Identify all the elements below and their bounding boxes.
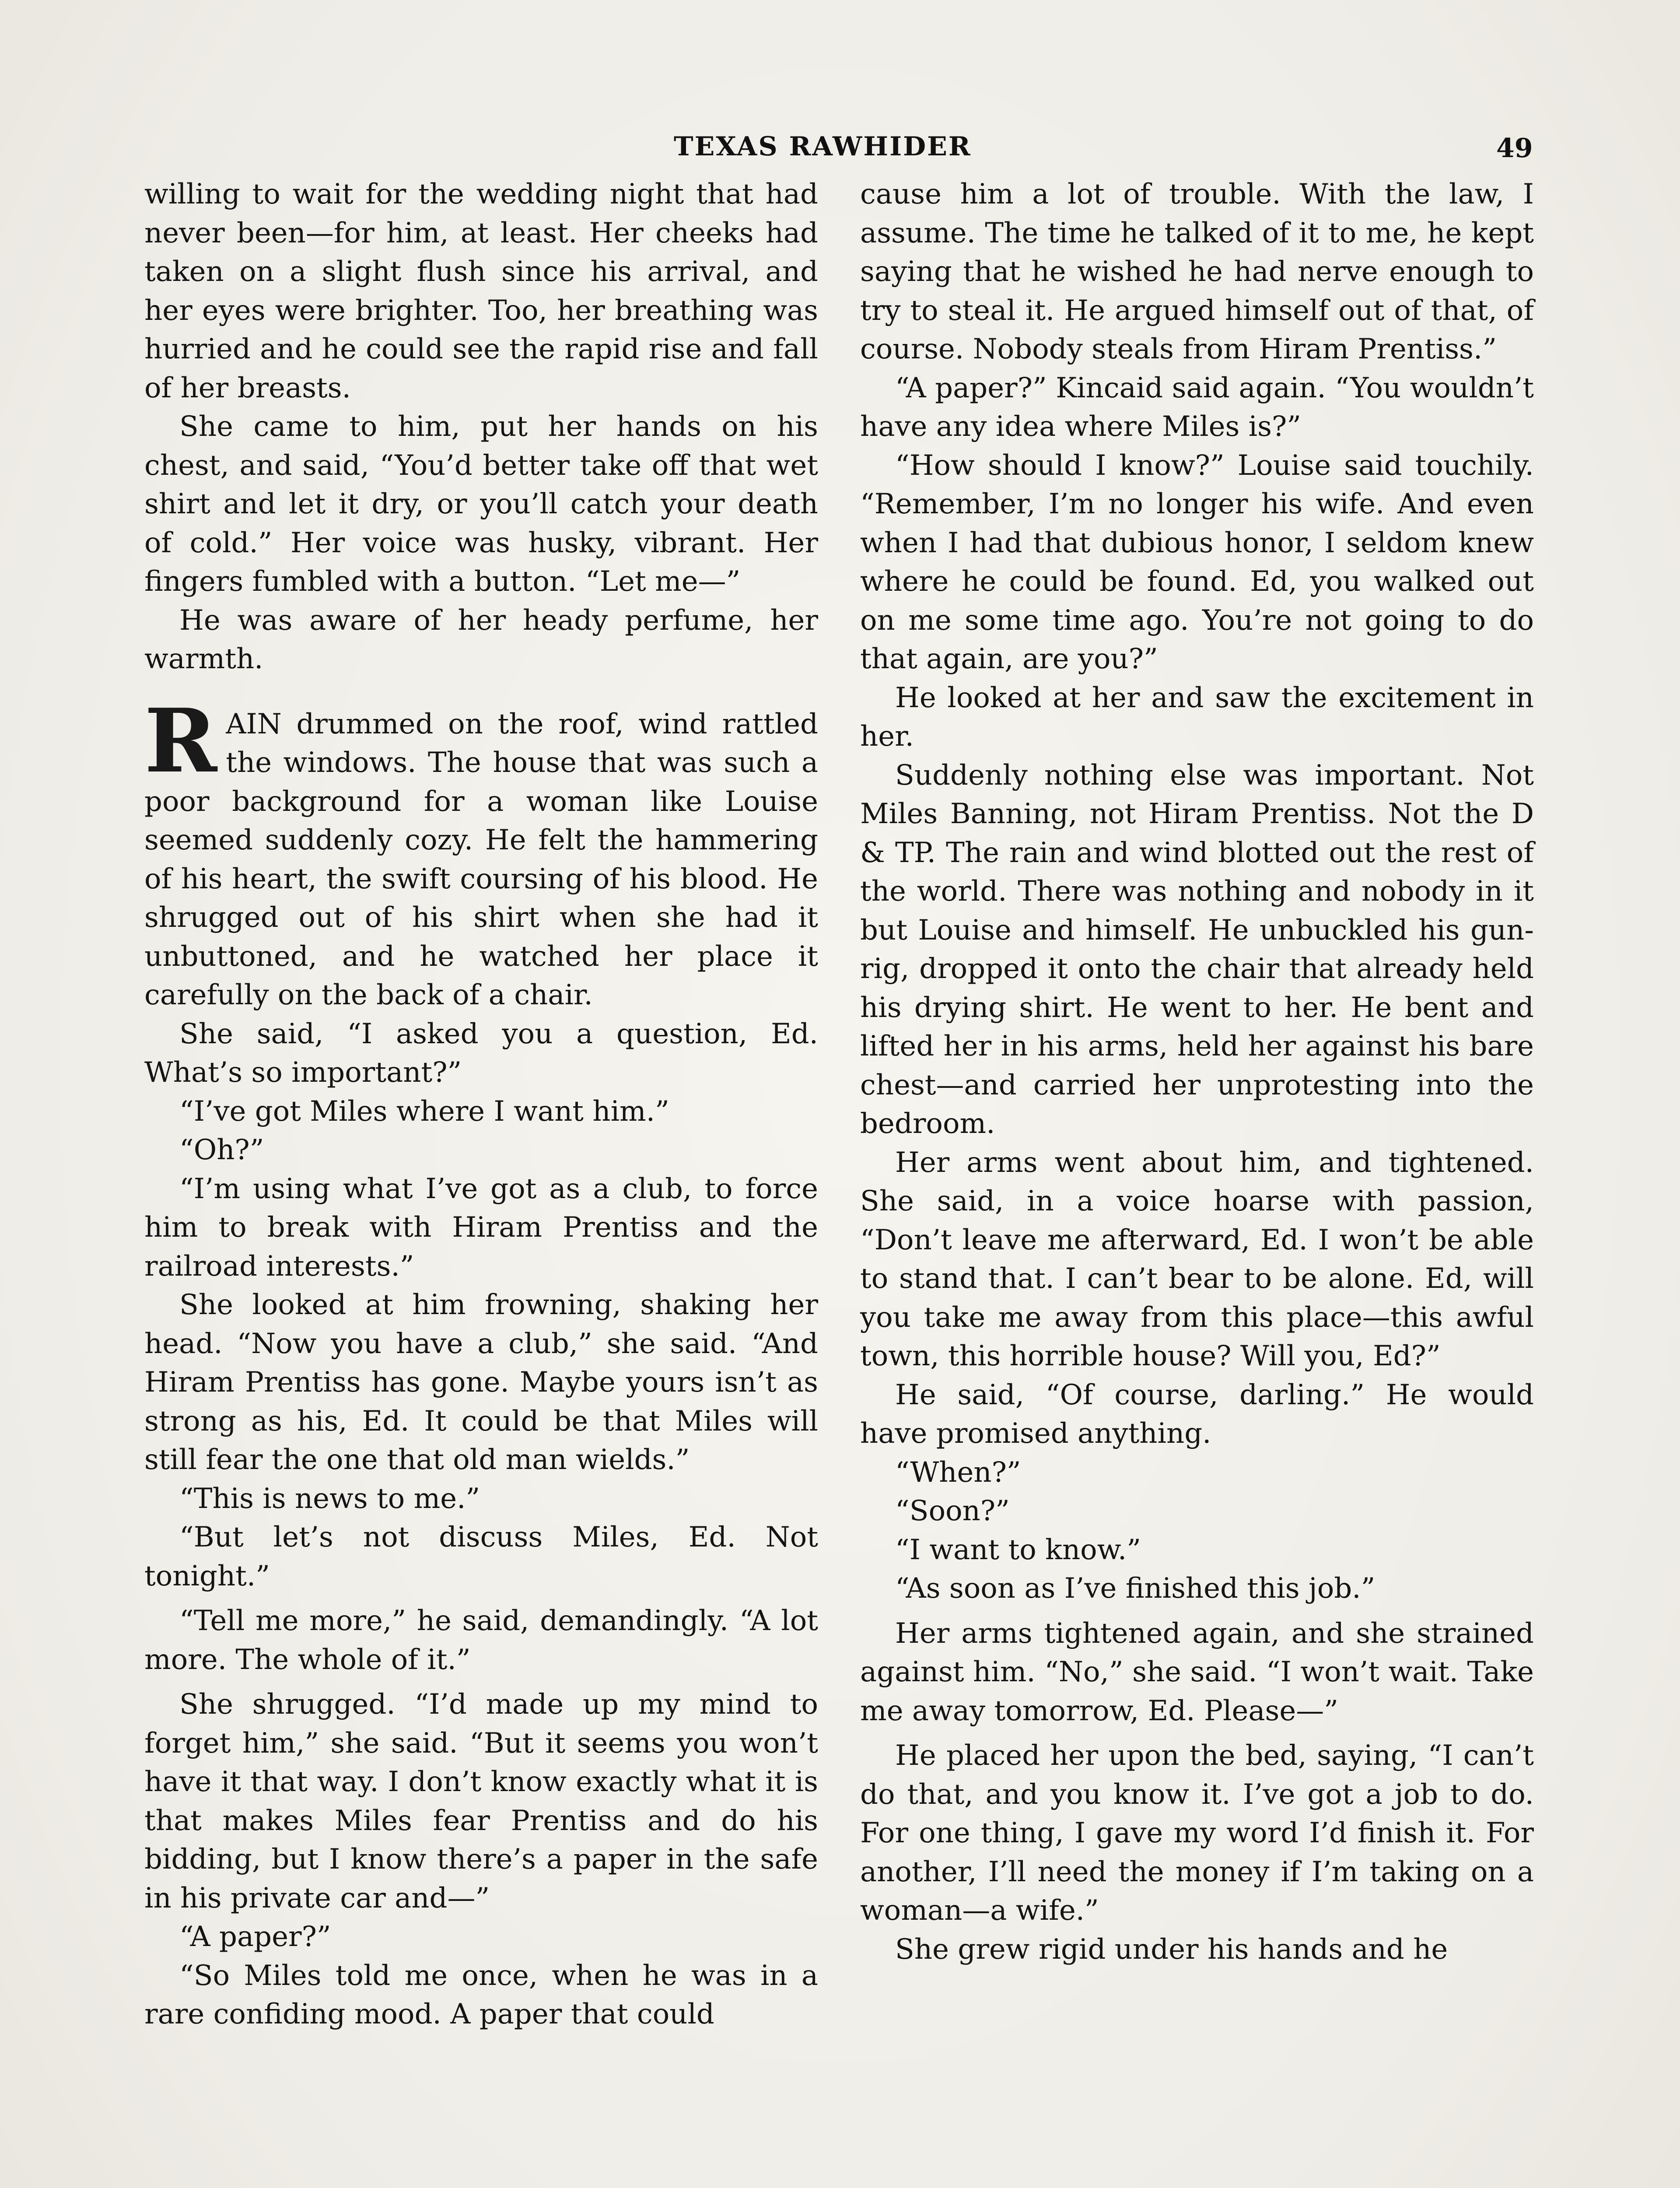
paragraph: He said, “Of course, darling.” He would have promised anything. [860,1378,1534,1450]
paragraph: “This is news to me.” [179,1482,480,1515]
paragraph: Her arms went about him, and tightened. She said, in a voice hoarse with passion, “Don’t leave me afterward, Ed. I won’t be able to stand that. I can’t bear to be alone. Ed, will you take me away from this place—this awful town, this horrible house? Will you, Ed?” [860,1146,1534,1372]
running-head-title: TEXAS RAWHIDER [674,131,972,162]
paragraph: “A paper?” [179,1921,331,1953]
paragraph: “But let’s not discuss Miles, Ed. Not tonight.” [144,1521,818,1592]
paragraph: “Soon?” [895,1495,1010,1527]
paragraph: She looked at him frowning, shaking her head. “Now you have a club,” she said. “And Hiram Prentiss has gone. Maybe yours isn’t as strong as his, Ed. It could be that Miles will still fear the one that old man wields.” [144,1289,818,1476]
text-column-right [860,175,1534,1969]
paragraph: “I’ve got Miles where I want him.” [179,1095,669,1128]
paragraph: He was aware of her heady perfume, her warmth. [144,604,818,675]
paragraph: “How should I know?” Louise said touchily. “Remember, I’m no longer his wife. And even when I had that dubious honor, I seldom knew where he could be found. Ed, you walked out on me some time ago. You’re not going to do that again, are you?” [860,449,1534,675]
paragraph: “I’m using what I’ve got as a club, to force him to break with Hiram Prentiss and the railroad interests.” [144,1172,818,1283]
paragraph: “Tell me more,” he said, demandingly. “A lot more. The whole of it.” [144,1605,818,1676]
paragraph: cause him a lot of trouble. With the law, I assume. The time he talked of it to me, he kept saying that he wished he had nerve enough to try to steal it. He argued himself out of that, of course. Nobody steals from Hiram Prentiss.” [860,178,1534,365]
paragraph: She came to him, put her hands on his chest, and said, “You’d better take off that wet shirt and let it dry, or you’ll catch your death of cold.” Her voice was husky, vibrant. Her fingers fumbled with a button. “Let me—” [144,410,818,598]
paragraph: “So Miles told me once, when he was in a rare confiding mood. A paper that could [144,1959,818,2030]
paragraph: “As soon as I’ve finished this job.” [895,1572,1376,1605]
paragraph: She grew rigid under his hands and he [895,1933,1448,1966]
paragraph: willing to wait for the wedding night that had never been—for him, at least. Her cheeks had taken on a slight flush since his arrival, and her eyes were brighter. Too, her breathing was hurried and he could see the rapid rise and fall of her breasts. [144,178,818,404]
paragraph: Suddenly nothing else was important. Not Miles Banning, not Hiram Prentiss. Not the D & TP. The rain and wind blotted out the rest of the world. There was nothing and nobody in it but Louise and himself. He unbuckled his gun-rig, dropped it onto the chair that already held his drying shirt. He went to her. He bent and lifted her in his arms, held her against his bare chest—and carried her unprotesting into the bedroom. [860,759,1534,1140]
page-number: 49 [1496,133,1533,164]
paragraph: “I want to know.” [895,1533,1141,1566]
paragraph: He placed her upon the bed, saying, “I can’t do that, and you know it. I’ve got a job to do. For one thing, I gave my word I’d finish it. For another, I’ll need the money if I’m taking on a woman—a wife.” [860,1739,1534,1927]
paragraph: She said, “I asked you a question, Ed. What’s so important?” [144,1017,818,1089]
paragraph: He looked at her and saw the excitement in her. [860,681,1534,753]
paragraph: “When?” [895,1456,1021,1489]
paragraph: “A paper?” Kincaid said again. “You wouldn’t have any idea where Miles is?” [860,372,1534,443]
drop-cap: R [144,689,217,792]
paragraph-text: AIN drummed on the roof, wind rattled the windows. The house that was such a poor background for a woman like Louise seemed suddenly cozy. He felt the hammering of his heart, the swift coursing of his blood. He shrugged out of his shirt when she had it unbuttoned, and he watched her place it carefully on the back of a chair. [144,708,818,1011]
section-opening-paragraph [144,689,818,1015]
paragraph: “Oh?” [179,1134,264,1166]
text-column-left [144,175,818,2034]
paragraph: She shrugged. “I’d made up my mind to forget him,” she said. “But it seems you won’t have it that way. I don’t know exactly what it is that makes Miles fear Prentiss and do his bidding, but I know there’s a paper in the safe in his private car and—” [144,1688,818,1914]
paragraph: Her arms tightened again, and she strained against him. “No,” she said. “I won’t wait. Take me away tomorrow, Ed. Please—” [860,1617,1534,1727]
